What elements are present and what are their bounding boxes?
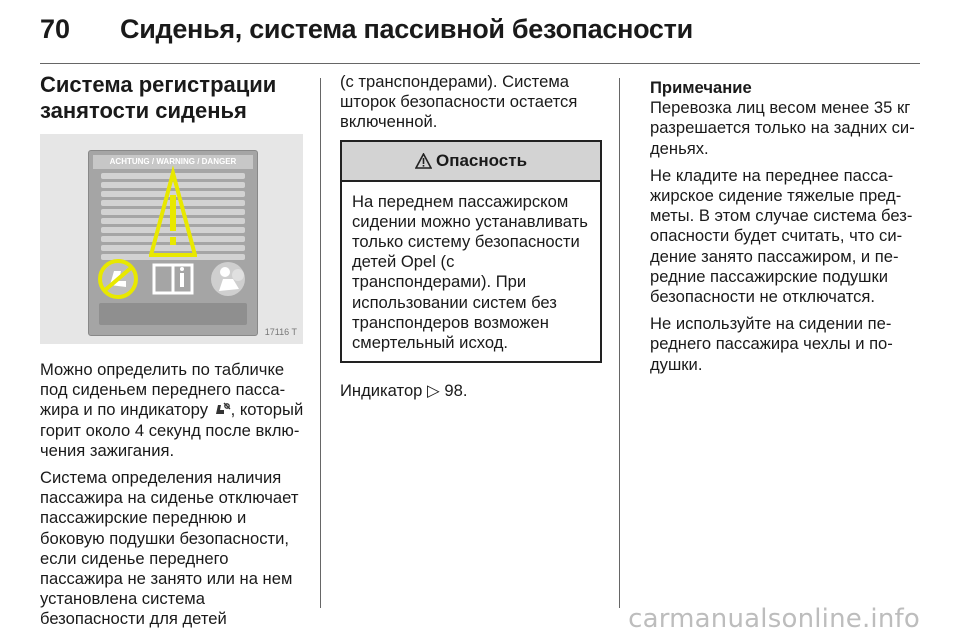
paragraph: Перевозка лиц весом менее 35 кг разрешается только на задних сиденьях.: [650, 98, 915, 158]
danger-text: На переднем пассажирском сидении можно устанавливать только систему безопасности детей Opel (с транспондерами). При использовании систем без транспондеров возможен смертельный исход.: [352, 191, 588, 353]
warning-triangle-icon: [149, 165, 197, 265]
middle-column: [340, 72, 602, 408]
header-divider: [40, 63, 920, 64]
column-divider-2: [619, 78, 620, 608]
watermark: carmanualsonline.info: [628, 604, 920, 634]
figure-code: 17116 T: [264, 326, 297, 337]
airbag-icon: [205, 257, 251, 301]
seat-label-figure: [40, 134, 303, 344]
paragraph: Можно определить по табличке под сиденьем переднего пассажира и по индикатору , который горит около 4 секунд после включения зажигания.: [40, 360, 304, 460]
paragraph: Не кладите на переднее пассажирское сидение тяжелые предметы. В этом случае система безопасности будет считать, что сидение занято пассажиром, и передние пассажирские подушки безопасности не отключатся.: [650, 165, 913, 307]
left-column: [40, 72, 308, 637]
paragraph: Не используйте на сидении переднего пассажира чехлы и подушки.: [650, 314, 893, 374]
label-strip: [99, 303, 247, 325]
note-title: Примечание: [650, 78, 752, 97]
paragraph: (с транспондерами). Система шторок безопасности остается включенной.: [340, 72, 578, 132]
no-child-seat-icon: [95, 257, 141, 301]
danger-box: [340, 140, 602, 364]
page-number: 70: [40, 14, 71, 44]
page-header: [40, 14, 693, 54]
seat-occupancy-indicator-icon: [213, 402, 231, 416]
paragraph: Система определения наличия пассажира на сиденье отключает пассажирские переднюю и боковую подушки безопасности, если сиденье переднего пассажира не занято или на нем установлена система безопасности для детей: [40, 468, 299, 629]
right-column: [650, 78, 922, 382]
page-ref-icon: ▷: [427, 381, 440, 401]
manual-book-icon: [150, 257, 196, 301]
page-ref-link[interactable]: 98.: [444, 381, 468, 401]
warning-triangle-icon: [415, 153, 432, 169]
indicator-reference: Индикатор ▷ 98.: [340, 381, 468, 401]
pictogram-row: [95, 257, 251, 301]
warning-label-plate: [88, 150, 258, 336]
danger-header: [342, 142, 600, 182]
danger-title: Опасность: [435, 150, 528, 170]
page-title: Сиденья, система пассивной безопасности: [120, 14, 693, 44]
section-title: Система регистрации занятости сиденья: [40, 72, 277, 123]
column-divider-1: [320, 78, 321, 608]
label-heading: ACHTUNG / WARNING / DANGER: [93, 155, 253, 169]
